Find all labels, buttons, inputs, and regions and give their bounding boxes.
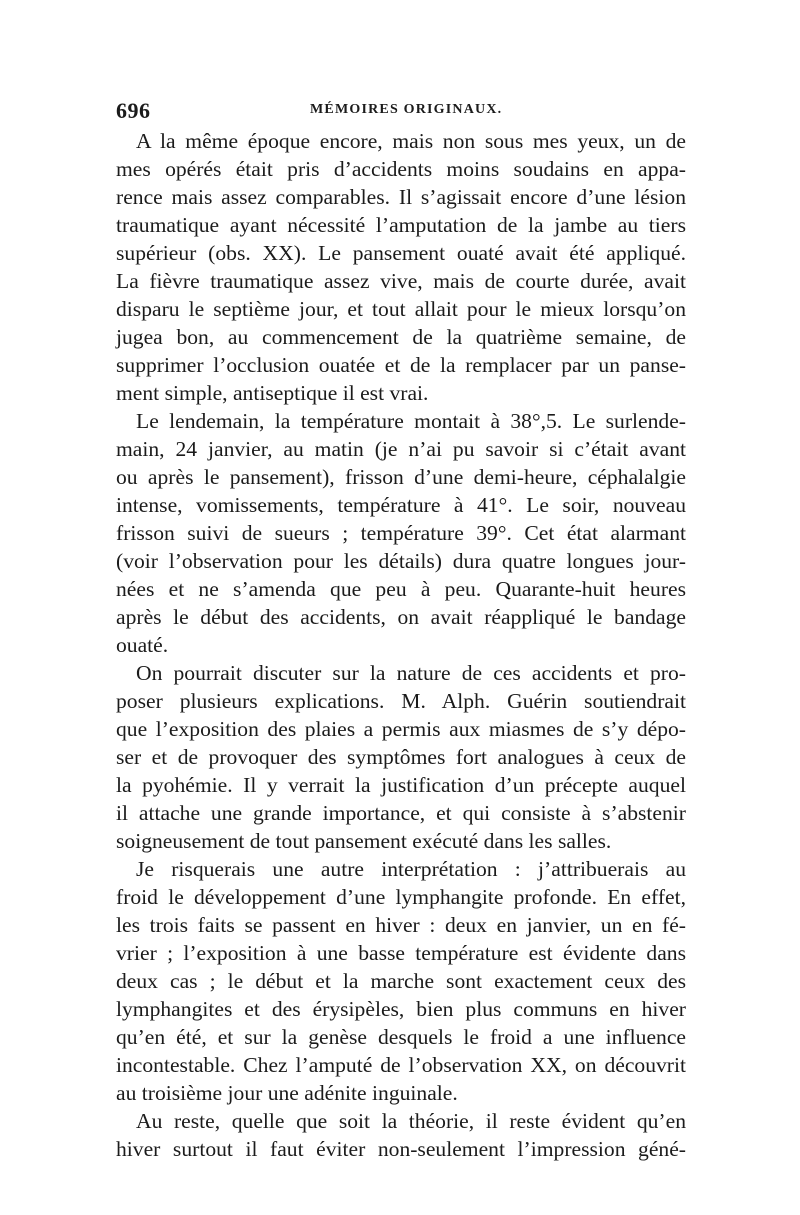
- text-line: La fièvre traumatique assez vive, mais de courte durée, avait: [116, 269, 686, 293]
- text-line: soigneusement de tout pansement exécuté dans les salles.: [116, 829, 612, 853]
- text-line: au troisième jour une adénite inguinale.: [116, 1081, 458, 1105]
- text-line: A la même époque encore, mais non sous mes yeux, un de: [136, 129, 686, 153]
- text-line: rence mais assez comparables. Il s’agissait encore d’une lésion: [116, 185, 686, 209]
- text-line: froid le développement d’une lymphangite profonde. En effet,: [116, 885, 686, 909]
- text-line: vrier ; l’exposition à une basse température est évidente dans: [116, 941, 686, 965]
- text-line: traumatique ayant nécessité l’amputation de la jambe au tiers: [116, 213, 686, 237]
- text-line: la pyohémie. Il y verrait la justification d’un précepte auquel: [116, 773, 686, 797]
- text-line: frisson suivi de sueurs ; température 39°. Cet état alarmant: [116, 521, 686, 545]
- text-line: après le début des accidents, on avait réappliqué le bandage: [116, 605, 686, 629]
- text-line: que l’exposition des plaies a permis aux miasmes de s’y dépo-: [116, 717, 686, 741]
- text-line: hiver surtout il faut éviter non-seulement l’impression géné-: [116, 1137, 686, 1161]
- text-line: supérieur (obs. XX). Le pansement ouaté avait été appliqué.: [116, 241, 686, 265]
- text-line: On pourrait discuter sur la nature de ces accidents et pro-: [136, 661, 686, 685]
- running-head: MÉMOIRES ORIGINAUX.: [310, 102, 503, 117]
- text-line: ment simple, antiseptique il est vrai.: [116, 381, 429, 405]
- page-header: [116, 98, 686, 128]
- text-line: mes opérés était pris d’accidents moins soudains en appa-: [116, 157, 686, 181]
- text-line: disparu le septième jour, et tout allait pour le mieux lorsqu’on: [116, 297, 686, 321]
- text-line: les trois faits se passent en hiver : deux en janvier, un en fé-: [116, 913, 686, 937]
- text-line: Au reste, quelle que soit la théorie, il reste évident qu’en: [136, 1109, 686, 1133]
- text-line: ouaté.: [116, 633, 169, 657]
- text-line: Je risquerais une autre interprétation : j’attribuerais au: [136, 857, 686, 881]
- text-line: jugea bon, au commencement de la quatrième semaine, de: [116, 325, 686, 349]
- text-line: intense, vomissements, température à 41°. Le soir, nouveau: [116, 493, 686, 517]
- text-line: il attache une grande importance, et qui consiste à s’abstenir: [116, 801, 686, 825]
- page-number: 696: [116, 98, 151, 123]
- text-line: main, 24 janvier, au matin (je n’ai pu savoir si c’était avant: [116, 437, 686, 461]
- text-line: poser plusieurs explications. M. Alph. Guérin soutiendrait: [116, 689, 686, 713]
- text-line: deux cas ; le début et la marche sont exactement ceux des: [116, 969, 686, 993]
- text-line: incontestable. Chez l’amputé de l’observation XX, on découvrit: [116, 1053, 686, 1077]
- text-line: Le lendemain, la température montait à 38°,5. Le surlende-: [136, 409, 686, 433]
- text-line: qu’en été, et sur la genèse desquels le froid a une influence: [116, 1025, 686, 1049]
- text-line: supprimer l’occlusion ouatée et de la remplacer par un panse-: [116, 353, 686, 377]
- text-line: lymphangites et des érysipèles, bien plus communs en hiver: [116, 997, 686, 1021]
- text-line: nées et ne s’amenda que peu à peu. Quarante-huit heures: [116, 577, 686, 601]
- text-line: ou après le pansement), frisson d’une demi-heure, céphalalgie: [116, 465, 686, 489]
- text-line: ser et de provoquer des symptômes fort analogues à ceux de: [116, 745, 686, 769]
- text-line: (voir l’observation pour les détails) dura quatre longues jour-: [116, 549, 686, 573]
